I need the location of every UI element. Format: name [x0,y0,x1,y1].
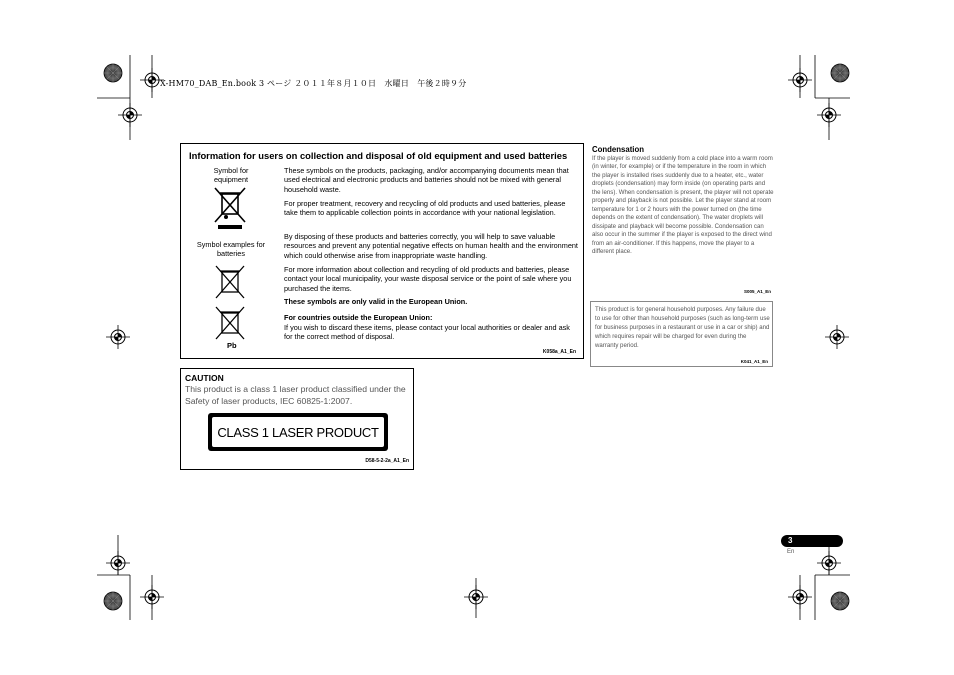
pb-label: Pb [227,341,237,350]
household-notice-text: This product is for general household purposes. Any failure due to use for other than household purposes (such as long-term use for business purposes in a restaurant or use in a car or ship) and which requires repair will be charged for even during the warranty period. [595,306,770,349]
weee-paragraph: For more information about collection and recycling of old products and batteries, please contact your local municipality, your waste disposal service or the point of sale where you purchased the items. [284,265,572,293]
condensation-title: Condensation [592,145,644,154]
weee-info-box [180,143,584,359]
condensation-code: S005_A1_En [744,289,772,294]
outside-eu-heading: For countries outside the European Union: [284,313,433,322]
condensation-text: If the player is moved suddenly from a cold place into a warm room (in winter, for example) or if the temperature in the room in which the player is installed rises suddenly due to a heater, etc., water droplets (condensation) may form inside (on operating parts and the lens). When condensation is present, the player will not operate properly and playback is not possible. Let the player stand at room temperature for 1 or 2 hours with the power turned on (the time depends on the extent of condensation). The water droplets will dissipate and playback will become possible. Condensation can also occur in the summer if the player is exposed to the direct wind from an air-conditioner. If this happens, move the player to a different place. [592,155,774,255]
page-language: En [787,549,795,555]
page-number: 3 [788,536,793,545]
weee-paragraph: By disposing of these products and batteries correctly, you will help to save valuable resources and prevent any potential negative effects on human health and the environment which could otherwise arise from inappropriate waste handling. [284,232,578,260]
caution-box [180,368,414,470]
weee-title: Information for users on collection and disposal of old equipment and used batteries [189,150,568,161]
crossed-bin-icon [214,305,246,341]
crossed-bin-icon [213,186,247,230]
weee-paragraph: These symbols on the products, packaging, and/or accompanying documents mean that used electrical and electronic products and batteries should not be mixed with general household waste. [284,166,569,194]
symbol-equipment-label: Symbol for equipment [213,166,249,184]
book-file-info: X-HM70_DAB_En.book 3 ページ ２０１１年８月１０日 水曜日 午後２時９分 [160,79,467,88]
eu-only-note: These symbols are only valid in the European Union. [284,297,468,306]
crossed-bin-icon [214,264,246,300]
household-notice-code: K041_A1_En [740,359,768,364]
weee-paragraph: For proper treatment, recovery and recycling of old products and used batteries, please take them to applicable collection points in accordance with your national legislation. [284,199,566,218]
laser-label [208,413,388,451]
laser-label-text: CLASS 1 LASER PRODUCT [212,417,384,447]
caution-title: CAUTION [185,373,224,383]
household-notice-box [590,301,773,367]
caution-text: This product is a class 1 laser product classified under the Safety of laser products, IEC 60825-1:2007. [185,384,406,406]
caution-code: D58-5-2-2a_A1_En [365,458,409,464]
outside-eu-text: If you wish to discard these items, please contact your local authorities or dealer and ask for the correct method of disposal. [284,323,570,342]
symbol-batteries-label: Symbol examples for batteries [196,240,266,258]
weee-code: K058a_A1_En [542,349,576,355]
